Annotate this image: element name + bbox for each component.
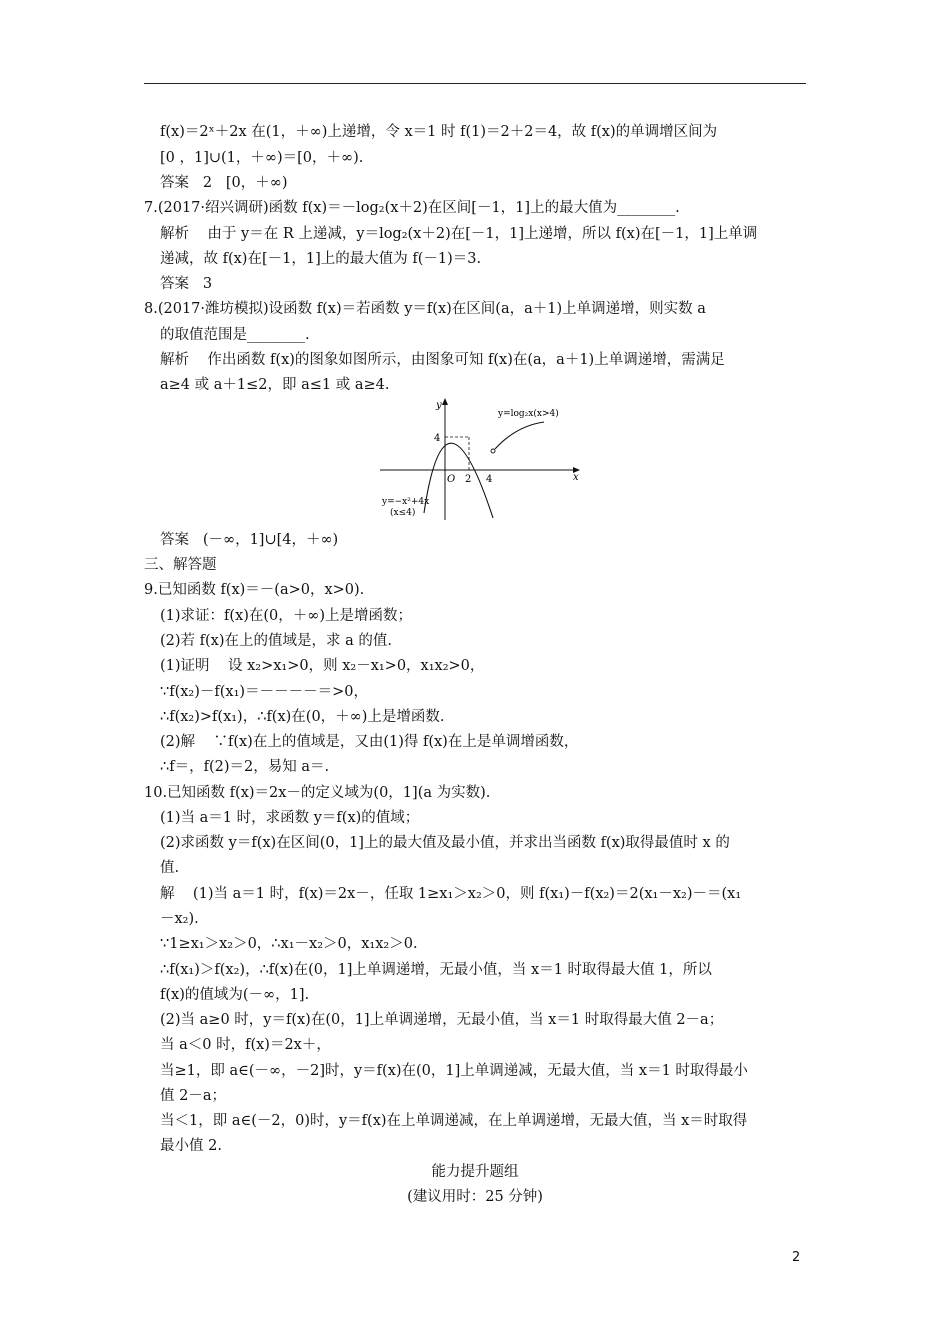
text-line: 当 a＜0 时，f(x)＝2x＋， (160, 1037, 331, 1053)
question-10: 10.已知函数 f(x)＝2x－的定义域为(0，1](a 为实数). (144, 785, 491, 801)
text-line: (2)当 a≥0 时，y＝f(x)在(0，1]上单调递增，无最小值，当 x＝1 时取得最大值 2－a； (160, 1012, 724, 1028)
tick-label-x-4: 4 (486, 474, 493, 485)
parabola-domain-label: (x≤4) (390, 508, 416, 518)
tick-label-x-2: 2 (465, 474, 472, 485)
text-line: (1)当 a＝1 时，求函数 y＝f(x)的值域； (160, 810, 420, 826)
text-line: ∴f＝，f(2)＝2，易知 a＝. (160, 759, 330, 775)
text-line: (2)解 ∵f(x)在上的值域是，又由(1)得 f(x)在上是单调增函数， (160, 734, 579, 750)
section-heading: 三、解答题 (144, 557, 217, 573)
text-line: 当≥1，即 a∈(－∞，－2]时，y＝f(x)在(0，1]上单调递减，无最大值，当 x＝1 时取得最小 (160, 1063, 748, 1079)
y-axis-arrow (442, 398, 448, 405)
header-rule (144, 83, 806, 84)
section-title: 能力提升题组 (431, 1164, 519, 1180)
text-line: f(x)的值域为(－∞，1]. (160, 987, 310, 1003)
question-7: 7.(2017·绍兴调研)函数 f(x)＝－log₂(x＋2)在区间[－1，1]上的最大值为________. (144, 200, 680, 216)
text-line: 解析 作出函数 f(x)的图象如图所示，由图象可知 f(x)在(a，a＋1)上单调递增，需满足 (160, 352, 725, 368)
axis-label-x: x (573, 472, 579, 483)
axis-label-y: y (436, 400, 442, 411)
text-line: 的取值范围是________. (160, 327, 310, 343)
section-subtitle: (建议用时：25 分钟) (407, 1189, 543, 1205)
text-line: 值. (160, 860, 180, 876)
text-line: (2)求函数 y＝f(x)在区间(0，1]上的最大值及最小值，并求出当函数 f(x)取得最值时 x 的 (160, 835, 730, 851)
text-line: 值 2－a； (160, 1088, 226, 1104)
text-line: [0 ，1]∪(1，＋∞)＝[0，＋∞). (160, 150, 364, 166)
text-line: 解析 由于 y＝在 R 上递减，y＝log₂(x＋2)在[－1，1]上递增，所以 f(x)在[－1，1]上单调 (160, 226, 758, 242)
question-8: 8.(2017·潍坊模拟)设函数 f(x)＝若函数 y＝f(x)在区间(a，a＋1)上单调递增，则实数 a (144, 301, 706, 317)
text-line: 最小值 2. (160, 1138, 222, 1154)
open-point (491, 449, 495, 453)
text-line: (1)证明 设 x₂>x₁>0，则 x₂－x₁>0，x₁x₂>0， (160, 658, 485, 674)
text-line: －x₂). (160, 911, 199, 927)
text-line: 当＜1，即 a∈(－2，0)时，y＝f(x)在上单调递减，在上单调递增，无最大值，当 x＝时取得 (160, 1113, 748, 1129)
text-line: ∴f(x₂)>f(x₁)，∴f(x)在(0，＋∞)上是增函数. (160, 709, 445, 725)
text-line: ∵f(x₂)－f(x₁)＝－－－－＝>0， (160, 684, 368, 700)
text-line: a≥4 或 a＋1≤2，即 a≤1 或 a≥4. (160, 377, 390, 393)
text-line: f(x)＝2ˣ＋2x 在(1，＋∞)上递增，令 x＝1 时 f(1)＝2＋2＝4，故 f(x)的单调增区间为 (160, 124, 718, 140)
answer-line: 答案 (－∞，1]∪[4，＋∞) (160, 532, 339, 548)
text-line: 解 (1)当 a＝1 时，f(x)＝2x－，任取 1≥x₁＞x₂＞0，则 f(x₁)－f(x₂)＝2(x₁－x₂)－＝(x₁ (160, 886, 742, 902)
log-curve-label: y=log₂x(x>4) (498, 409, 559, 419)
question-9: 9.已知函数 f(x)＝－(a>0，x>0). (144, 582, 365, 598)
answer-line: 答案 3 (160, 276, 213, 292)
tick-label-y-4: 4 (434, 433, 441, 444)
text-line: ∵1≥x₁＞x₂＞0，∴x₁－x₂＞0，x₁x₂＞0. (160, 936, 418, 952)
page-number: 2 (792, 1250, 801, 1265)
text-line: 递减，故 f(x)在[－1，1]上的最大值为 f(－1)＝3. (160, 251, 482, 267)
text-line: (2)若 f(x)在上的值域是，求 a 的值. (160, 633, 392, 649)
text-line: ∴f(x₁)＞f(x₂)，∴f(x)在(0，1]上单调递增，无最小值，当 x＝1 时取得最大值 1，所以 (160, 962, 712, 978)
parabola-label: y=−x²+4x (382, 497, 430, 507)
text-line: (1)求证：f(x)在(0，＋∞)上是增函数； (160, 608, 413, 624)
origin-label: O (447, 474, 456, 485)
answer-line: 答案 2 [0，＋∞) (160, 175, 288, 191)
log-curve (495, 422, 544, 449)
parabola-curve (424, 443, 493, 518)
function-graph (376, 396, 586, 524)
